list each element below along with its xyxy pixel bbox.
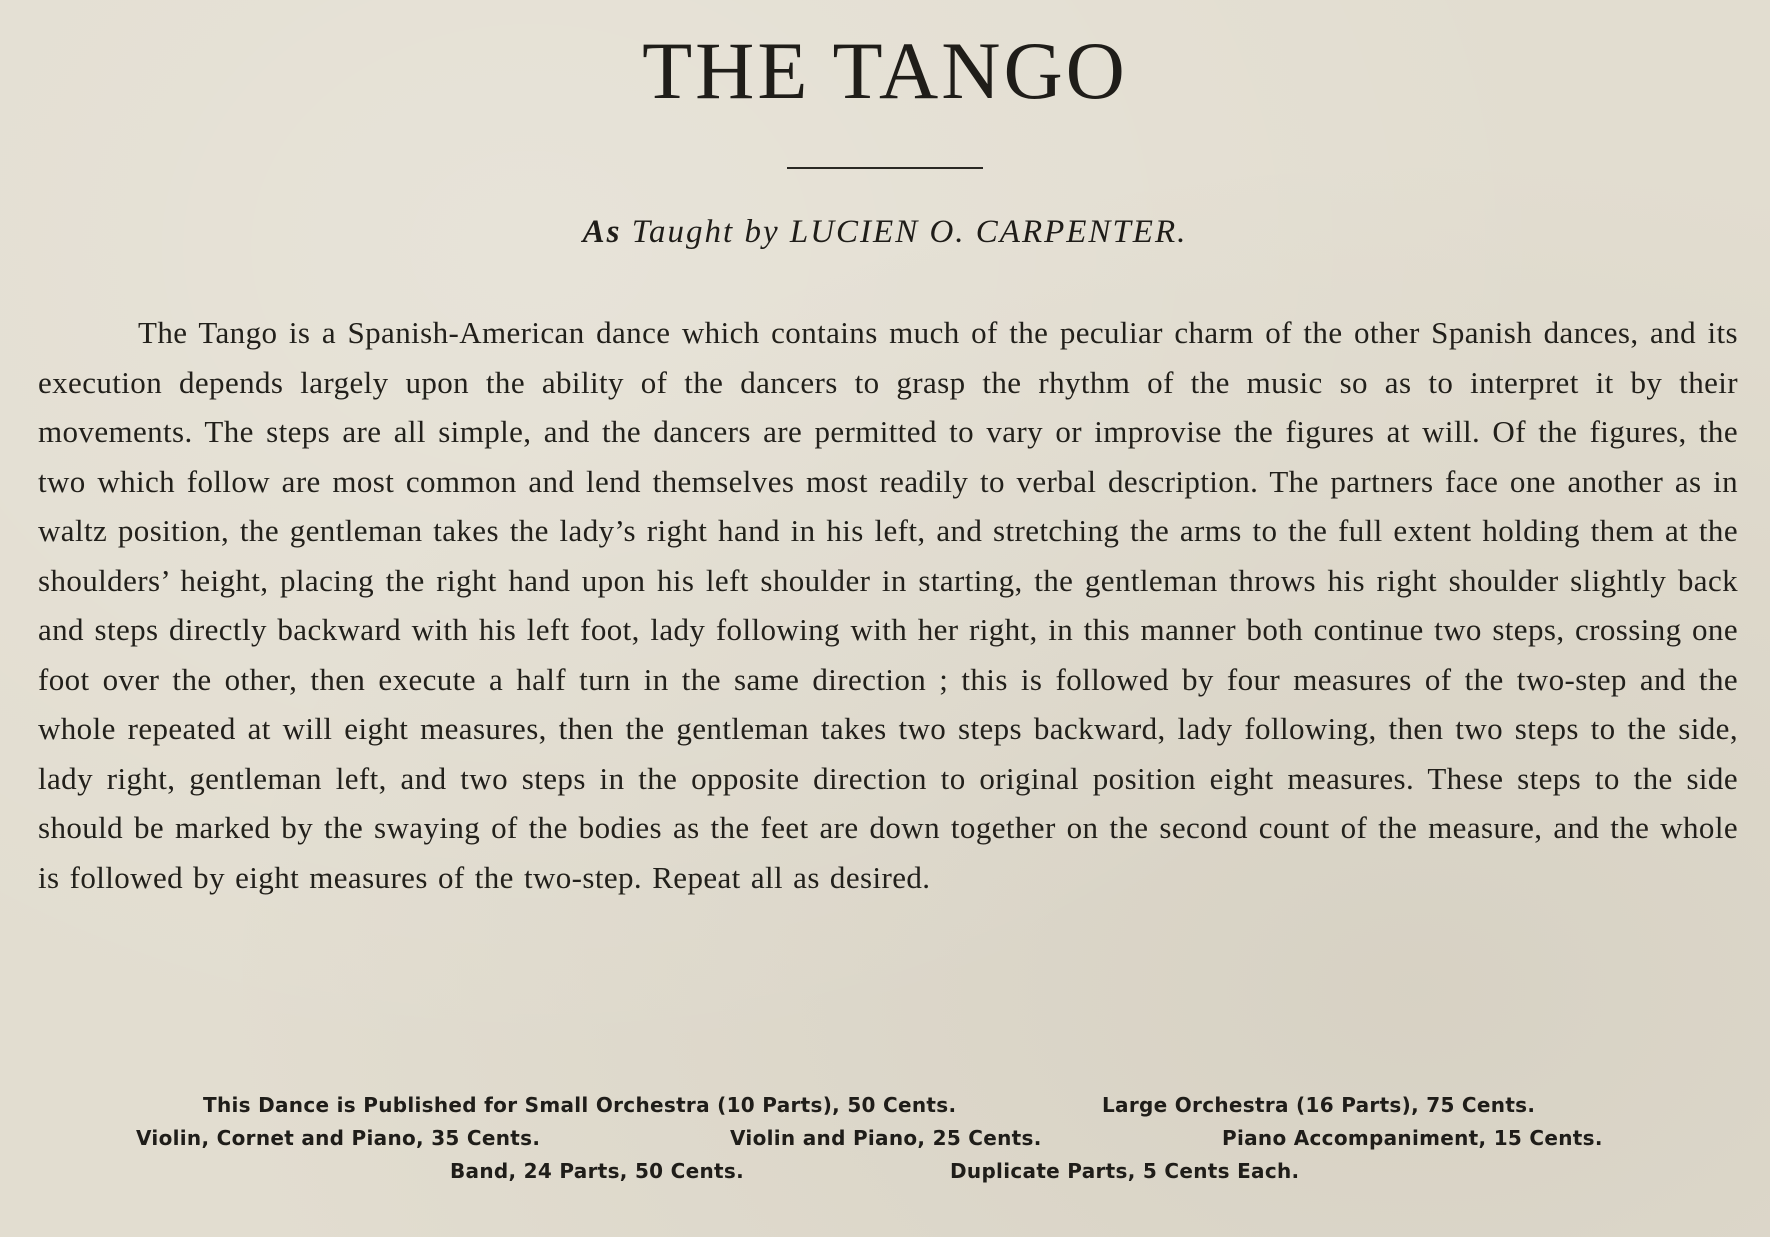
price-piano-accompaniment: Piano Accompaniment, 15 Cents. [1222,1126,1603,1150]
price-duplicate-parts: Duplicate Parts, 5 Cents Each. [950,1159,1300,1183]
title-divider [787,167,983,169]
byline [0,213,1770,253]
price-violin-cornet-piano: Violin, Cornet and Piano, 35 Cents. [136,1126,541,1150]
publishing-line-1 [0,1093,1770,1126]
price-violin-piano: Violin and Piano, 25 Cents. [730,1126,1042,1150]
price-small-orchestra: This Dance is Published for Small Orchestra (10 Parts), 50 Cents. [203,1093,957,1117]
byline-prefix: As [582,214,622,250]
price-band: Band, 24 Parts, 50 Cents. [450,1159,744,1183]
price-large-orchestra: Large Orchestra (16 Parts), 75 Cents. [1102,1093,1536,1117]
publishing-line-2 [0,1126,1770,1159]
body-paragraph: The Tango is a Spanish-American dance which contains much of the peculiar charm of the other Spanish dances, and its execution depends largely upon the ability of the dancers to grasp the rhythm of the music so as to interpret it by their movements. The steps are all simple, and the dancers are permitted to vary or improvise the figures at will. Of the figures, the two which follow are most common and lend themselves most readily to verbal description. The partners face one another as in waltz position, the gentleman takes the lady’s right hand in his left, and stretching the arms to the full extent holding them at the shoulders’ height, placing the right hand upon his left shoulder in starting, the gentleman throws his right shoulder slightly back and steps directly backward with his left foot, lady following with her right, in this manner both continue two steps, crossing one foot over the other, then execute a half turn in the same direction ; this is followed by four measures of the two-step and the whole repeated at will eight measures, then the gentleman takes two steps backward, lady following, then two steps to the side, lady right, gentleman left, and two steps in the opposite direction to original position eight measures. These steps to the side should be marked by the swaying of the bodies as the feet are down together on the second count of the measure, and the whole is followed by eight measures of the two-step. Repeat all as desired. [38,315,1738,895]
byline-text: Taught by LUCIEN O. CARPENTER. [631,214,1188,250]
page-title: THE TANGO [642,25,1128,116]
publishing-line-3 [0,1159,1770,1192]
publishing-info [0,1093,1770,1192]
